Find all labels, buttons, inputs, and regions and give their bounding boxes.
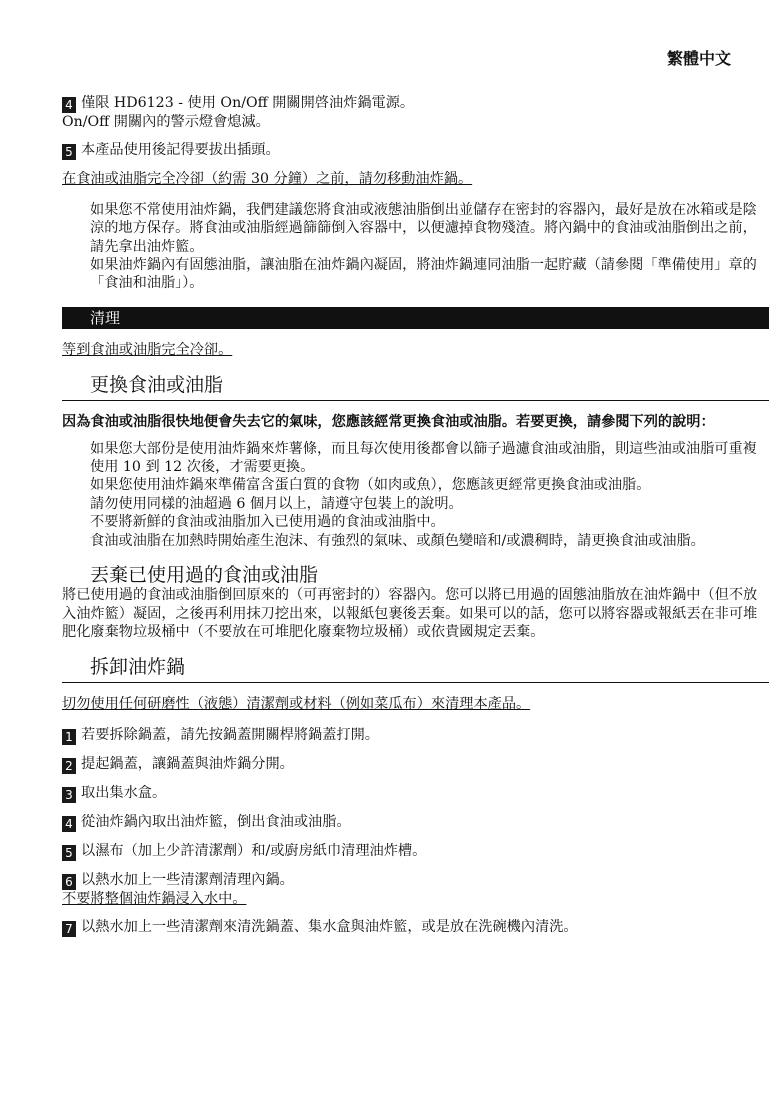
step-number: 4 bbox=[62, 816, 76, 832]
note-item: 如果您不常使用油炸鍋，我們建議您將食油或液態油脂倒出並儲存在密封的容器內，最好是放在冰箱或是陰涼的地方保存。將食油或油脂經過篩篩倒入容器中，以便濾掉食物殘渣。將內鍋中的食油或油脂倒出之前，請先拿出油炸籃。 bbox=[90, 201, 757, 255]
step-item bbox=[62, 842, 769, 861]
replace-notes bbox=[62, 440, 769, 550]
step-number: 2 bbox=[62, 758, 76, 774]
step-warning: 不要將整個油炸鍋浸入水中。 bbox=[62, 890, 247, 907]
warning-cool: 等到食油或油脂完全冷卻。 bbox=[62, 341, 233, 358]
note-item: 如果油炸鍋內有固態油脂，讓油脂在油炸鍋內凝固，將油炸鍋連同油脂一起貯藏（請參閱「準備使用」章的「食油和油脂」）。 bbox=[90, 257, 757, 292]
warning-abrasive: 切勿使用任何研磨性（液態）清潔劑或材料（例如菜瓜布）來清理本產品。 bbox=[62, 696, 531, 713]
step-number: 6 bbox=[62, 874, 76, 890]
step-text: 僅限 HD6123 - 使用 On/Off 開關開啓油炸鍋電源。 bbox=[81, 95, 415, 111]
step-number: 3 bbox=[62, 787, 76, 803]
section-heading-replace: 更換食油或油脂 bbox=[62, 373, 769, 401]
manual-page bbox=[62, 94, 769, 947]
step-text: 取出集水盒。 bbox=[81, 784, 167, 801]
step-text: 從油炸鍋內取出油炸籃，倒出食油或油脂。 bbox=[81, 813, 351, 830]
step-text: 若要拆除鍋蓋，請先按鍋蓋開關桿將鍋蓋打開。 bbox=[81, 726, 379, 743]
discard-text: 將已使用過的食油或油脂倒回原來的（可再密封的）容器內。您可以將已用過的固態油脂放在油炸鍋中（但不放入油炸籃）凝固，之後再利用抹刀挖出來，以報紙包裹後丟棄。如果可以的話，您可以將容器或報紙丟在非可堆肥化廢棄物垃圾桶中（不要放在可堆肥化廢棄物垃圾桶）或依貴國規定丟棄。 bbox=[62, 587, 758, 640]
note-item: 不要將新鮮的食油或油脂加入已使用過的食油或油脂中。 bbox=[90, 514, 445, 531]
step-text: 以濕布（加上少許清潔劑）和/或廚房紙巾清理油炸槽。 bbox=[81, 842, 427, 859]
step-item bbox=[62, 755, 769, 774]
step-number: 5 bbox=[62, 144, 76, 160]
section-heading-disassemble: 拆卸油炸鍋 bbox=[62, 655, 769, 683]
step-number: 7 bbox=[62, 921, 76, 937]
replace-intro: 因為食油或油脂很快地便會失去它的氣味，您應該經常更換食油或油脂。若要更換，請參閱下列的說明： bbox=[62, 414, 715, 431]
step-item bbox=[62, 94, 769, 131]
step-item bbox=[62, 871, 769, 908]
step-item bbox=[62, 813, 769, 832]
note-item: 如果您大部份是使用油炸鍋來炸薯條，而且每次使用後都會以篩子過濾食油或油脂，則這些油或油脂可重複使用 10 到 12 次後，才需要更換。 bbox=[90, 440, 757, 476]
note-item: 食油或油脂在加熱時開始產生泡沫、有強烈的氣味、或顏色變暗和/或濃稠時，請更換食油或油脂。 bbox=[90, 532, 705, 549]
step-item bbox=[62, 141, 769, 160]
step-text: 以熱水加上一些清潔劑來清洗鍋蓋、集水盒與油炸籃，或是放在洗碗機內清洗。 bbox=[81, 919, 578, 936]
note-item: 如果您使用油炸鍋來準備富含蛋白質的食物（如肉或魚），您應該更經常更換食油或油脂。 bbox=[90, 477, 651, 494]
step-number: 1 bbox=[62, 729, 76, 745]
step-text: 提起鍋蓋，讓鍋蓋與油炸鍋分開。 bbox=[81, 755, 294, 772]
language-label: 繁體中文 bbox=[666, 49, 731, 68]
step-text: 本產品使用後記得要拔出插頭。 bbox=[81, 142, 280, 159]
step-text-secondary: On/Off 開關內的警示燈會熄滅。 bbox=[62, 114, 270, 130]
step-number: 4 bbox=[62, 97, 76, 113]
step-text: 以熱水加上一些清潔劑清理內鍋。 bbox=[81, 871, 294, 888]
step-item bbox=[62, 726, 769, 745]
note-item: 請勿使用同樣的油超過 6 個月以上，請遵守包裝上的說明。 bbox=[90, 495, 463, 512]
section-heading-cleaning: 清理 bbox=[62, 307, 769, 329]
warning-move: 在食油或油脂完全冷卻（約需 30 分鐘）之前，請勿移動油炸鍋。 bbox=[62, 171, 473, 188]
step-item bbox=[62, 918, 769, 937]
step-item bbox=[62, 784, 769, 803]
section-heading-discard: 丟棄已使用過的食油或油脂 bbox=[90, 564, 319, 587]
step-number: 5 bbox=[62, 845, 76, 861]
storage-notes bbox=[62, 201, 769, 293]
